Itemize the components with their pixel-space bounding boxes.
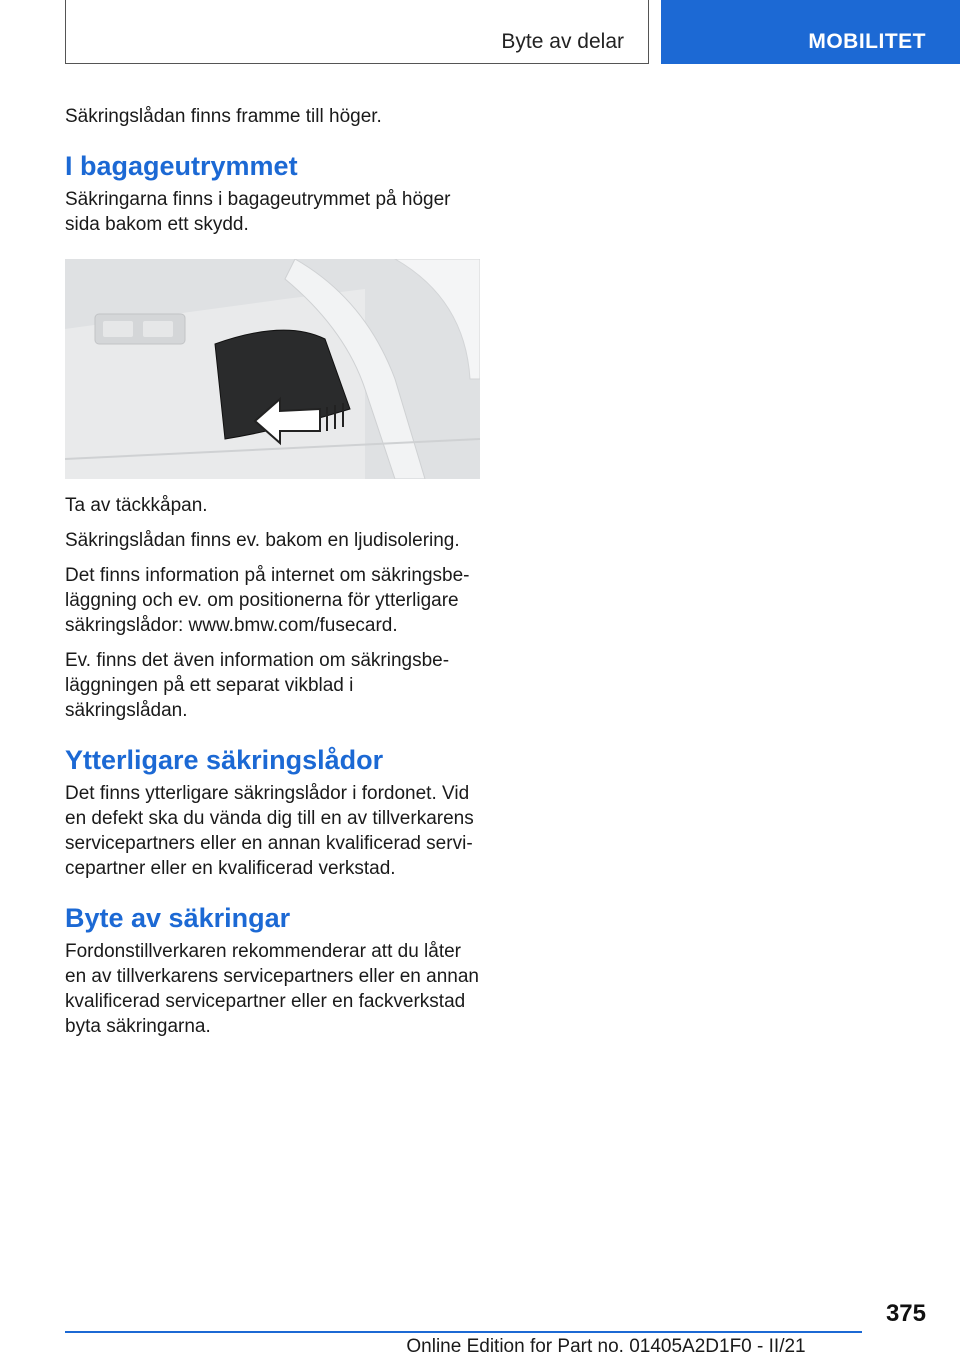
page-number: 375 — [885, 1300, 926, 1327]
chapter-tab-label: MOBILITET — [808, 30, 926, 53]
section-title: Byte av delar — [501, 30, 624, 53]
heading-ytterligare-sakringslador: Ytterligare säkringslådor — [65, 745, 384, 775]
heading-byte-av-sakringar: Byte av säkringar — [65, 903, 291, 933]
footer-divider — [65, 1331, 862, 1333]
trunk-illustration-svg — [65, 259, 480, 479]
paragraph: Det finns information på internet om säkringsbeläggning och ev. om positionerna för ytterligare säkringslådor: www.bmw.com/fusecard. — [65, 565, 470, 636]
edition-text: Online Edition for Part no. 01405A2D1F0 - II/21 — [406, 1336, 806, 1357]
page-content — [65, 104, 480, 1049]
paragraph: Ev. finns det även information om säkringsbeläggningen på ett separat vikblad i säkringslådan. — [65, 650, 450, 721]
header-box — [65, 0, 649, 64]
heading-bagageutrymmet: I bagageutrymmet — [65, 151, 298, 181]
paragraph: Fordonstillverkaren rekommenderar att du låter en av tillverkarens servicepartners eller en annan kvalificerad servicepartner eller en fackverkstad byta säkringarna. — [65, 941, 479, 1037]
trunk-fuse-cover-illustration — [65, 259, 480, 479]
paragraph: Det finns ytterligare säkringslådor i fordonet. Vid en defekt ska du vända dig till en av tillverkarens servicepartners eller en annan kvalificerad servicepartner eller en kvalificerad verkstad. — [65, 783, 474, 879]
paragraph: Ta av täckkåpan. — [65, 495, 208, 516]
paragraph: Säkringslådan finns ev. bakom en ljudisolering. — [65, 530, 460, 551]
chapter-tab — [661, 0, 960, 64]
paragraph: Säkringarna finns i bagageutrymmet på höger sida bakom ett skydd. — [65, 189, 451, 235]
intro-paragraph: Säkringslådan finns framme till höger. — [65, 106, 382, 127]
